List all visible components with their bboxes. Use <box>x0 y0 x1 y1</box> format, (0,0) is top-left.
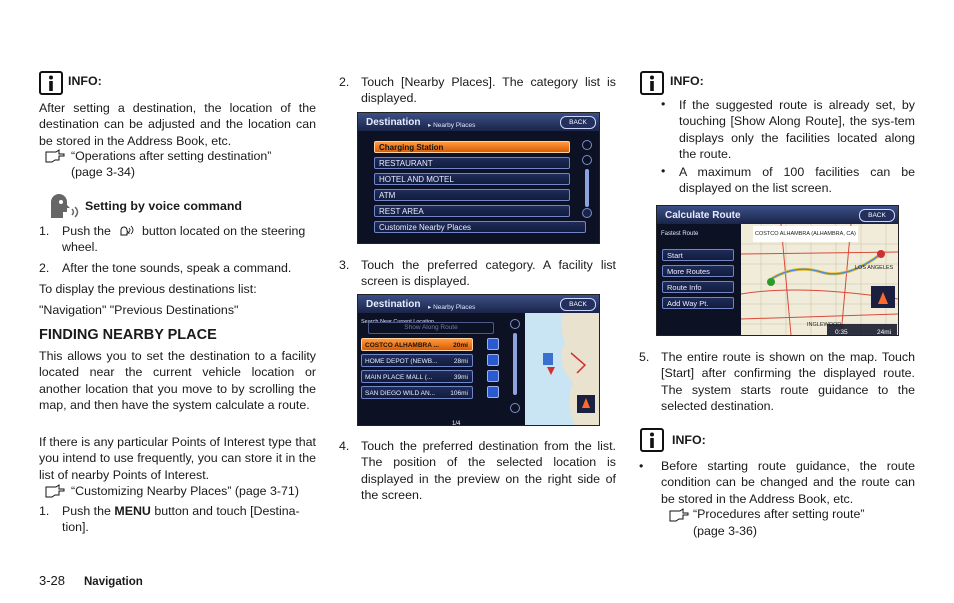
step-number: 2. <box>339 75 350 89</box>
step-text-post: button and touch [Destina- <box>154 504 300 518</box>
map-label: INGLEWOOD <box>807 322 842 328</box>
facility-info-icon[interactable] <box>487 386 499 398</box>
bullet: • <box>661 164 666 178</box>
step-number: 1. <box>39 224 50 238</box>
step-number: 4. <box>339 439 350 453</box>
reference-page: (page 3-34) <box>71 165 136 179</box>
section-paragraph: If there is any particular Points of Interest type that you intend to use frequently, you can store it in the list of nearby Points of Interest. <box>39 435 316 482</box>
screen-breadcrumb: ▸ Nearby Places <box>428 122 476 129</box>
category-item[interactable]: HOTEL AND MOTEL <box>374 173 570 185</box>
scroll-up-button[interactable] <box>582 140 592 150</box>
destination-label: COSTCO ALHAMBRA (ALHAMBRA, CA) <box>753 226 858 242</box>
step-number: 5. <box>639 350 650 364</box>
scroll-up-button[interactable] <box>510 319 520 329</box>
voice-command-icon <box>47 194 79 224</box>
bullet-text: A maximum of 100 facilities can be displayed on the list screen. <box>679 165 915 196</box>
section-heading: FINDING NEARBY PLACE <box>39 327 217 343</box>
route-time: 0:35 <box>835 329 848 336</box>
page-indicator: 1/4 <box>452 421 461 426</box>
back-button[interactable]: BACK <box>560 116 596 129</box>
voice-heading: Setting by voice command <box>85 199 242 213</box>
facility-item[interactable] <box>361 354 473 367</box>
reference-icon <box>44 149 66 165</box>
command-text: "Navigation" "Previous Destinations" <box>39 303 239 317</box>
scroll-down-button[interactable] <box>582 208 592 218</box>
category-item[interactable]: Charging Station <box>374 141 570 153</box>
more-routes-button[interactable]: More Routes <box>662 265 734 277</box>
scrollbar[interactable] <box>513 333 517 395</box>
category-item[interactable]: ATM <box>374 189 570 201</box>
category-list-screen <box>357 112 600 244</box>
step-number: 1. <box>39 504 50 518</box>
bullet-text: Before starting route guidance, the route condition can be changed and the route can be stored in the Address Book, etc. <box>661 459 915 506</box>
info-label: INFO: <box>670 74 704 88</box>
bullet: • <box>661 97 666 111</box>
bullet: • <box>639 459 644 473</box>
back-button[interactable]: BACK <box>560 298 596 311</box>
step-text: tion]. <box>62 520 89 534</box>
screen-breadcrumb: ▸ Nearby Places <box>428 304 476 311</box>
calculate-route-screen <box>656 205 899 336</box>
step-text: wheel. <box>62 240 98 254</box>
screen-header <box>657 206 898 224</box>
page-number: 3-28 <box>39 573 66 588</box>
info-icon <box>640 71 664 95</box>
bullet-text: If the suggested route is already set, by touching [Show Along Route], the sys-tem displays only the facilities located along the route. <box>679 98 915 161</box>
route-mode-label: Fastest Route <box>661 231 699 237</box>
screen-header <box>358 295 599 313</box>
info-label: INFO: <box>672 433 706 447</box>
reference-text: “Customizing Nearby Places” (page 3-71) <box>71 484 299 498</box>
step-number: 3. <box>339 258 350 272</box>
facility-item[interactable] <box>361 386 473 399</box>
search-near-label: Search Near Current Location <box>361 319 435 325</box>
list-indicator <box>582 155 592 165</box>
step-text-pre: Push the <box>62 504 111 518</box>
category-item[interactable]: RESTAURANT <box>374 157 570 169</box>
step-number: 2. <box>39 261 50 275</box>
reference-text: “Operations after setting destination” <box>71 149 272 163</box>
section-paragraph: This allows you to set the destination to a facility located near the current vehicle location or another location that you move to by scrolling the map, and then have the system calculate a route. <box>39 349 316 412</box>
map-preview[interactable] <box>525 313 599 425</box>
facility-name: SAN DIEGO WILD AN... <box>365 390 436 397</box>
step-text: Push the <box>62 224 111 238</box>
screen-title: Destination <box>366 117 421 128</box>
facility-name: COSTCO ALHAMBRA ... <box>365 342 439 349</box>
show-along-route-button[interactable]: Show Along Route <box>368 322 494 334</box>
reference-icon <box>44 484 66 500</box>
facility-info-icon[interactable] <box>487 354 499 366</box>
info-icon <box>39 71 63 95</box>
scrollbar[interactable] <box>585 169 589 207</box>
screen-title: Calculate Route <box>665 210 741 221</box>
step-text <box>62 503 300 519</box>
facility-name: HOME DEPOT (NEWB... <box>365 358 438 365</box>
reference-page: (page 3-36) <box>693 524 758 538</box>
info-text: After setting a destination, the location of the destination can be adjusted and the location can be stored in the Address Book, etc. <box>39 101 316 148</box>
route-info-button[interactable]: Route Info <box>662 281 734 293</box>
step-text: Touch the preferred destination from the list. The position of the selected location is displayed in the preview on the right side of the screen. <box>361 439 616 502</box>
info-label: INFO: <box>68 74 102 88</box>
route-distance: 24mi <box>877 329 892 336</box>
step-text: The entire route is shown on the map. Touch [Start] after confirming the displayed route. The system starts route guidance to the selected destination. <box>661 350 915 413</box>
step-text: button located on the steering <box>142 224 306 238</box>
info-icon <box>640 428 664 452</box>
footer-section: Navigation <box>84 576 143 588</box>
start-button[interactable]: Start <box>662 249 734 261</box>
category-item[interactable]: Customize Nearby Places <box>374 221 586 233</box>
add-waypoint-button[interactable]: Add Way Pt. <box>662 297 734 309</box>
reference-icon <box>668 508 690 524</box>
facility-distance: 39mi <box>453 374 468 381</box>
location-marker <box>543 353 553 365</box>
step-text: After the tone sounds, speak a command. <box>62 261 292 275</box>
facility-distance: 106mi <box>450 390 468 397</box>
screen-header <box>358 113 599 131</box>
facility-name: MAIN PLACE MALL (... <box>365 374 433 381</box>
facility-list-screen <box>357 294 600 426</box>
facility-info-icon[interactable] <box>487 338 499 350</box>
scroll-down-button[interactable] <box>510 403 520 413</box>
reference-text: “Procedures after setting route” <box>693 507 865 521</box>
step-text: Touch [Nearby Places]. The category list is displayed. <box>361 75 616 106</box>
facility-item[interactable] <box>361 370 473 383</box>
talk-switch-icon <box>118 225 134 241</box>
menu-button-label: MENU <box>114 504 151 518</box>
screen-title: Destination <box>366 299 421 310</box>
facility-distance: 28mi <box>453 358 468 365</box>
facility-item[interactable] <box>361 338 473 351</box>
step-text: Touch the preferred category. A facility list screen is displayed. <box>361 258 616 289</box>
display-text: To display the previous destinations list: <box>39 282 257 296</box>
facility-info-icon[interactable] <box>487 370 499 382</box>
facility-distance: 20mi <box>453 342 468 349</box>
category-item[interactable]: REST AREA <box>374 205 570 217</box>
back-button[interactable]: BACK <box>859 209 895 222</box>
map-label: LOS ANGELES <box>855 265 894 271</box>
